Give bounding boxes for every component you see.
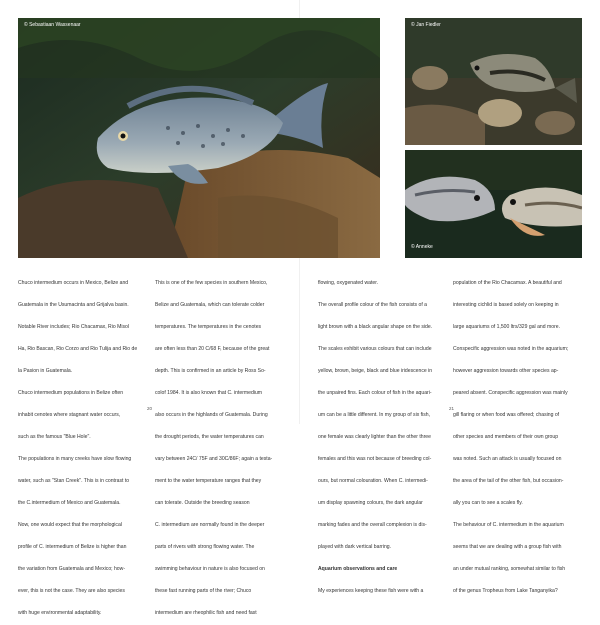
- text-line: can tolerate. Outside the breeding season: [155, 500, 250, 506]
- text-column-4: [453, 265, 568, 603]
- text-line: water, such as "Stan Creek". This is in contrast to: [18, 477, 130, 484]
- text-line: these fast running parts of the river; Chuco: [155, 588, 252, 595]
- text-line: vary between 24C/ 75F and 30C/86F; again a testa-: [155, 455, 273, 462]
- text-line: Chuco intermedium populations in Belize often: [18, 389, 124, 396]
- top-right-fish-photo: [405, 18, 582, 145]
- text-line: The scales exhibit various colours that can include: [318, 345, 432, 352]
- text-line: played with dark vertical barring.: [318, 544, 392, 551]
- text-line: colof 1984. It is also known that C. intermedium: [155, 389, 263, 396]
- text-line: marking fades and the overall complexion is dis-: [318, 522, 427, 529]
- bottom-right-fish-illustration: [405, 150, 582, 258]
- main-photo-credit: © Sebastiaan Wassenaar: [24, 22, 81, 28]
- text-line: of the genus Tropheus from Lake Tanganyika?: [453, 588, 558, 595]
- text-line: The populations in many creeks have slow flowing: [18, 455, 132, 462]
- top-right-fish-illustration: [405, 18, 582, 145]
- text-line: also occurs in the highlands of Guatemala. During: [155, 411, 268, 418]
- text-line: depth. This is confirmed in an article by Ross So-: [155, 367, 266, 374]
- text-line: The behaviour of C. intermedium in the aquarium: [453, 522, 564, 529]
- main-fish-photo: [18, 18, 380, 258]
- text-line: ever, this is not the case. They are also species: [18, 588, 125, 595]
- text-line: parts of rivers with strong flowing water. The: [155, 544, 255, 551]
- text-column-1: [18, 265, 137, 625]
- text-line: the C.intermedium of Mexico and Guatemala.: [18, 500, 121, 506]
- text-line: Notable River includes; Rio Chacamax, Rio Misol: [18, 323, 129, 330]
- text-line: the drought periods, the water temperatures can: [155, 433, 264, 440]
- text-line: was noted. Such an attack is usually focused on: [453, 455, 562, 462]
- page-number-left: 20: [147, 406, 153, 411]
- text-line: the unpaired fins. Each colour of fish in the aquari-: [318, 389, 432, 396]
- bottom-right-fish-photo: [405, 150, 582, 258]
- text-line: the area of the tail of the other fish, but occasion-: [453, 477, 564, 484]
- section-heading: Aquarium observations and care: [318, 566, 398, 573]
- text-line: however aggression towards other species ap-: [453, 367, 559, 374]
- text-line: Belize and Guatemala, which can tolerate colder: [155, 301, 265, 308]
- text-line: seems that we are dealing with a group fish with: [453, 544, 562, 551]
- text-line: the variation from Guatemala and Mexico; how-: [18, 566, 126, 573]
- text-line: females and this was not because of breeding col-: [318, 455, 432, 462]
- text-line: swimming behaviour in nature is also focused on: [155, 566, 265, 573]
- bottom-right-photo-credit: © Anneke: [411, 244, 433, 250]
- text-line: inhabit cenotes where stagnant water occurs,: [18, 411, 121, 418]
- text-line: temperatures. The temperatures in the cenotes: [155, 323, 262, 330]
- text-line: one female was clearly lighter than the other three: [318, 433, 431, 440]
- text-line: Chuco intermedium occurs in Mexico, Belize and: [18, 279, 129, 286]
- text-line: C. intermedium are normally found in the deeper: [155, 522, 265, 529]
- text-line: flowing, oxygenated water.: [318, 279, 379, 286]
- text-column-2: [155, 265, 272, 625]
- top-right-photo-credit: © Jan Fiedler: [411, 22, 441, 28]
- text-line: intermedium are rheophilic fish and need fast: [155, 610, 257, 617]
- text-line: Conspecific aggression was noted in the aquarium;: [453, 345, 569, 352]
- text-line: Ha, Rio Bascan, Rio Corzo and Rio Tulija and Rio de: [18, 345, 138, 352]
- text-line: Now, one would expect that the morphological: [18, 522, 122, 529]
- text-line: such as the famous "Blue Hole".: [18, 433, 91, 440]
- text-line: ment to the water temperature ranges that they: [155, 477, 262, 484]
- text-line: ours, but normal colouration. When C. intermedi-: [318, 477, 428, 484]
- page-number-right: 21: [449, 406, 455, 411]
- text-line: large aquariums of 1,500 ltrs/329 gal and more.: [453, 323, 561, 330]
- main-fish-illustration: [18, 18, 380, 258]
- text-line: population of the Rio Chacamax. A beautiful and: [453, 279, 562, 286]
- text-line: an under mutual ranking, somewhat similar to fish: [453, 566, 566, 573]
- text-line: ally you can to see a scales fly.: [453, 500, 523, 506]
- text-line: profile of C. intermedium of Belize is higher than: [18, 544, 127, 551]
- text-line: um can be a little different. In my group of six fish,: [318, 411, 431, 418]
- text-line: This is one of the few species in southern Mexico,: [155, 279, 268, 286]
- text-column-3: [318, 265, 432, 603]
- text-line: la Pasion in Guatemala.: [18, 367, 73, 374]
- text-line: light brown with a black angular shape on the side.: [318, 323, 433, 330]
- text-line: are often less than 20 C/68 F, because of the great: [155, 345, 270, 352]
- text-line: yellow, brown, beige, black and blue iridescence in: [318, 367, 433, 374]
- text-line: Guatemala in the Usumacinta and Grijalva basin.: [18, 301, 129, 308]
- text-line: gill flaring or when food was offered; chasing of: [453, 411, 560, 418]
- text-line: other species and members of their own group: [453, 433, 559, 440]
- text-line: with huge environmental adaptability.: [18, 610, 102, 617]
- text-line: My experiences keeping these fish were with a: [318, 588, 424, 595]
- text-line: peared absent. Conspecific aggression was mainly: [453, 389, 568, 396]
- text-line: interesting cichlid is based solely on keeping in: [453, 301, 559, 308]
- text-line: um display spawning colours, the dark angular: [318, 500, 423, 506]
- text-line: The overall profile colour of the fish consists of a: [318, 301, 428, 308]
